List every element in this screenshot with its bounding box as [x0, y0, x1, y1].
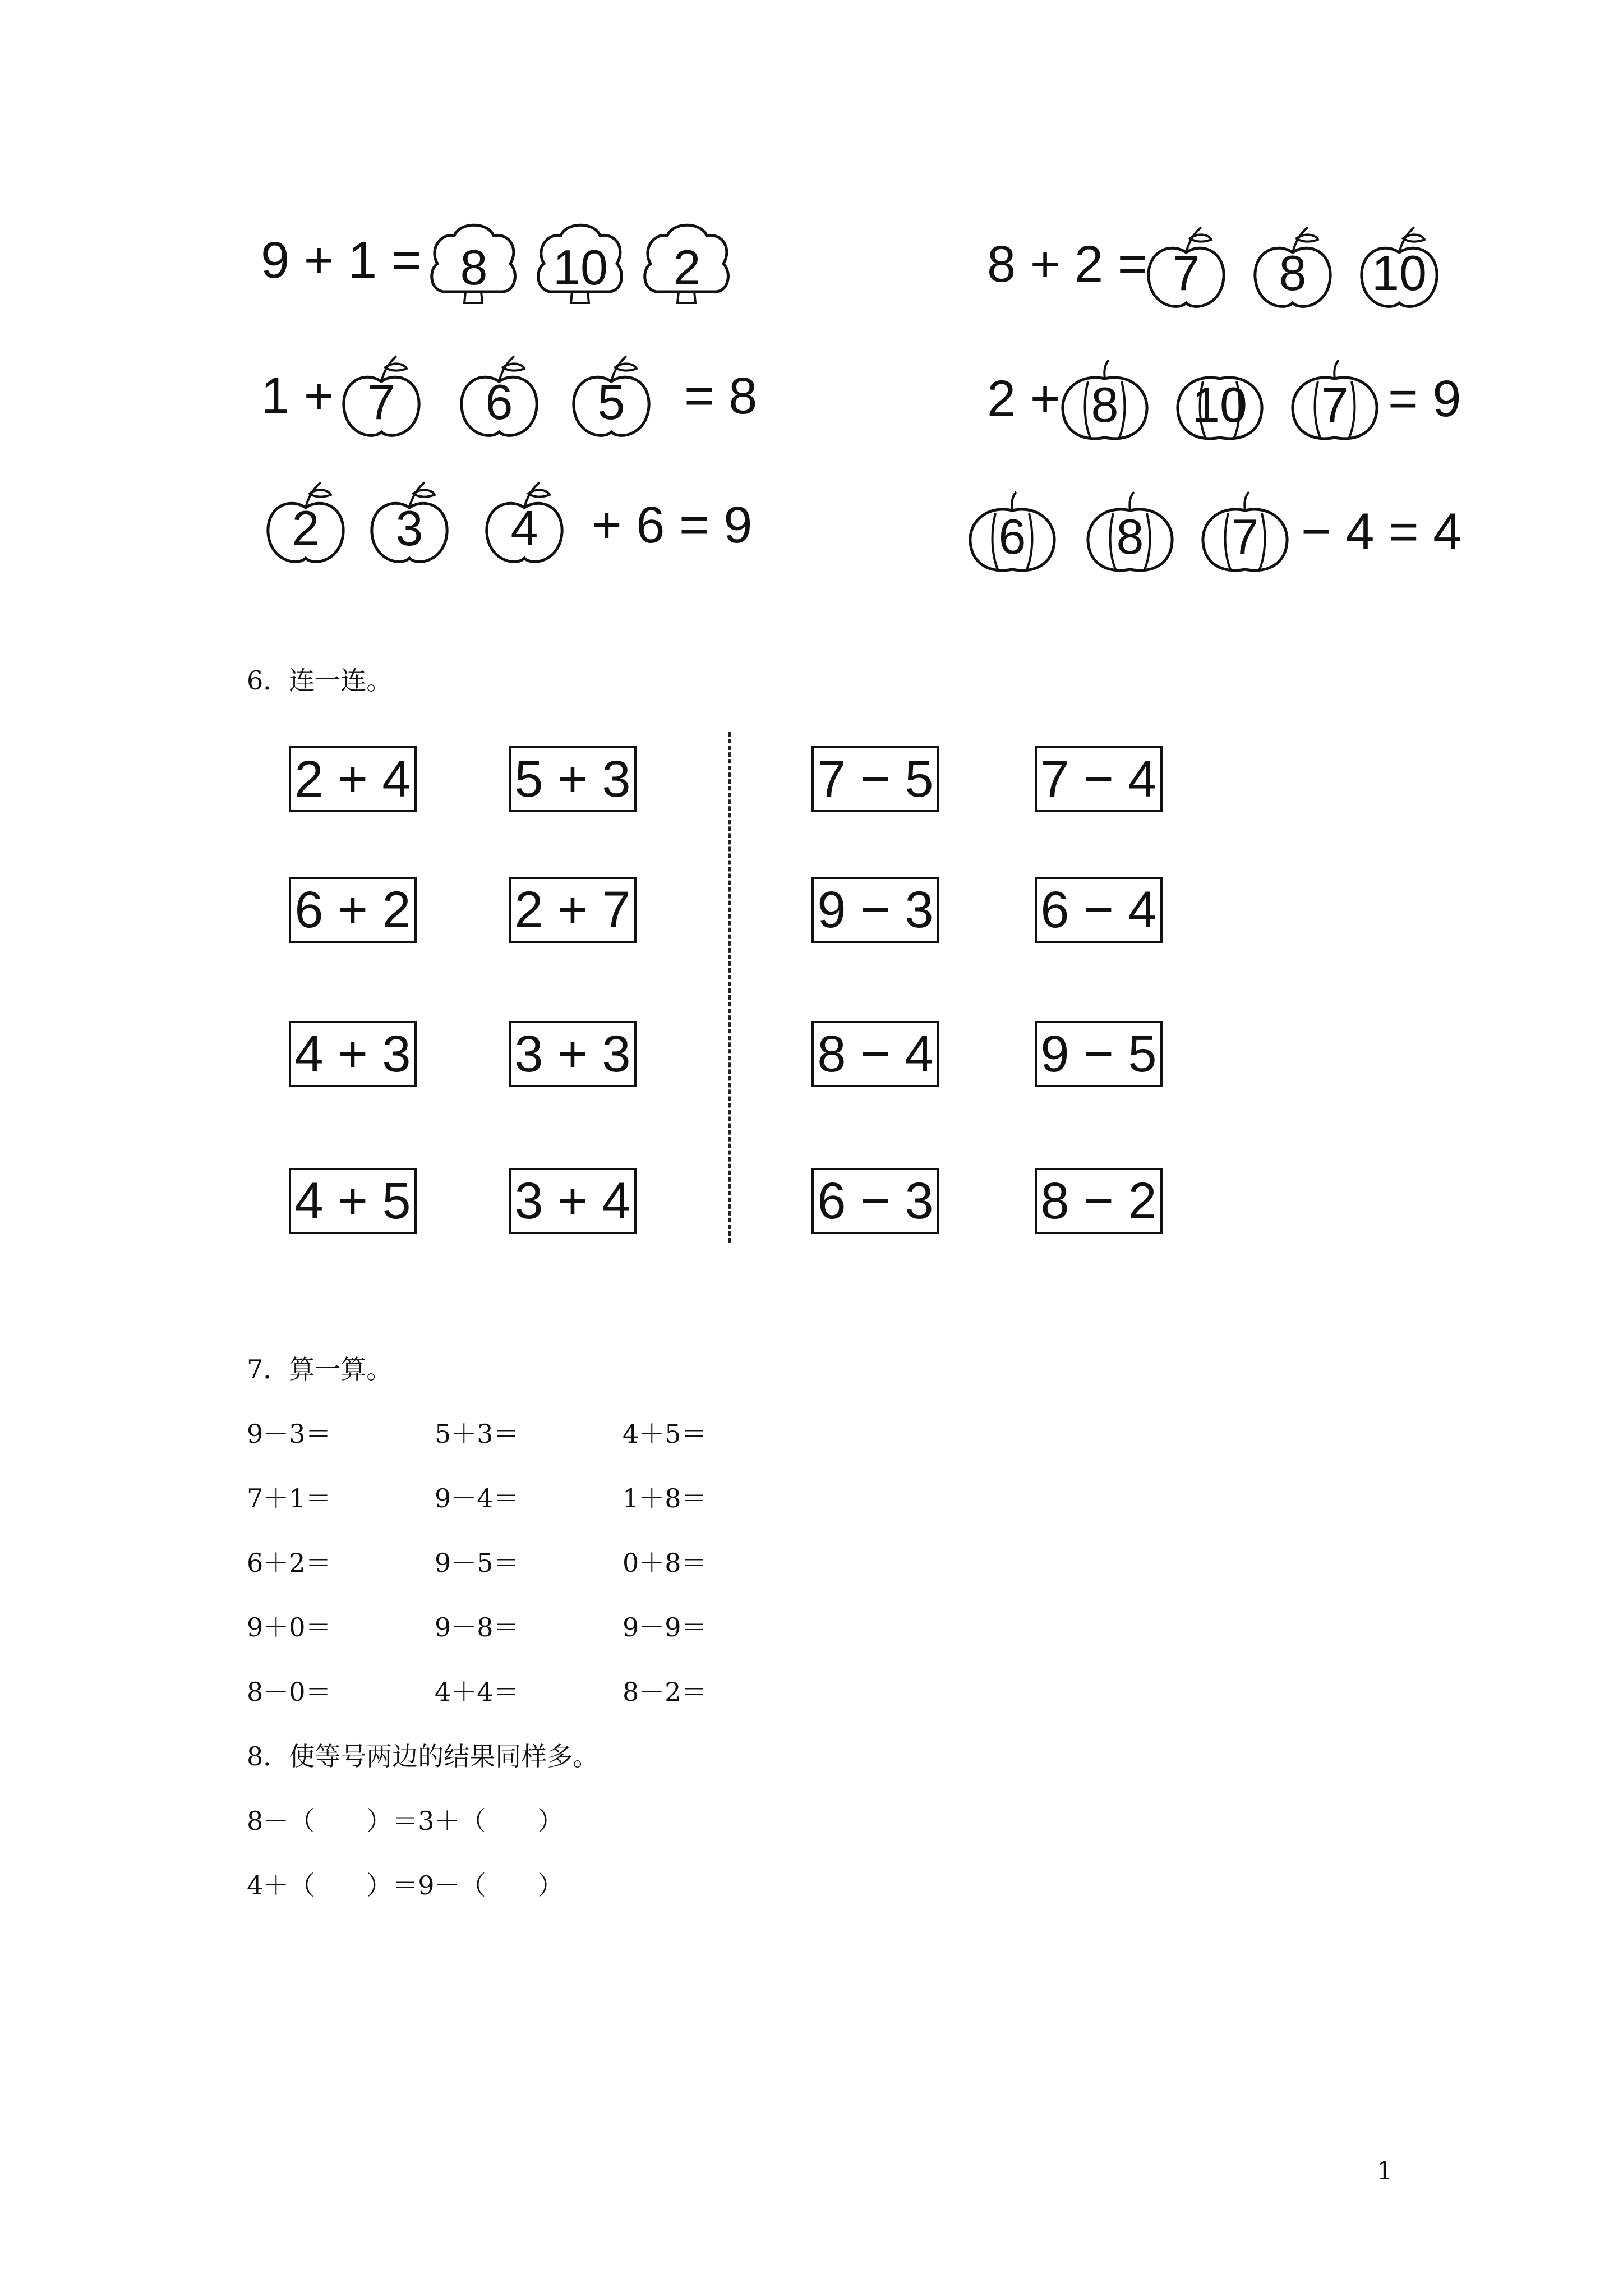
- expression-card[interactable]: 5 + 3: [509, 746, 637, 812]
- apple-icon: [1245, 222, 1340, 317]
- section-7-heading: 7．算一算。: [247, 1354, 393, 1384]
- pumpkin-icon: [965, 485, 1060, 581]
- expression-card[interactable]: 2 + 4: [289, 746, 417, 812]
- pumpkin-number: 8: [1091, 377, 1119, 432]
- calc-item: 4＋5＝: [623, 1419, 707, 1449]
- apple-icon: [1138, 222, 1234, 317]
- tree-icon: [426, 216, 522, 311]
- pumpkin-icon: [1172, 353, 1267, 449]
- pumpkin-icon: [1287, 353, 1382, 449]
- calc-item: 9－8＝: [435, 1612, 519, 1642]
- equation-prefix: 1 +: [261, 367, 334, 425]
- apple-number: 8: [1279, 245, 1307, 301]
- divider-dashed-line: [728, 732, 731, 1243]
- apple-number: 10: [1372, 245, 1427, 301]
- apple-number: 7: [1172, 245, 1200, 301]
- pumpkin-number: 8: [1116, 509, 1144, 564]
- calc-item: 5＋3＝: [435, 1419, 519, 1449]
- calc-item: 9－5＝: [435, 1548, 519, 1578]
- expression-card[interactable]: 6 + 2: [289, 877, 417, 943]
- apple-number: 4: [510, 500, 538, 556]
- equation-prefix: 9 + 1 =: [261, 232, 422, 289]
- expression-card[interactable]: 6 − 3: [811, 1168, 939, 1234]
- apple-number: 3: [395, 500, 423, 556]
- calc-item: 0＋8＝: [623, 1548, 707, 1578]
- equation-suffix: = 9: [1388, 370, 1461, 427]
- tree-icon: [639, 216, 735, 311]
- apple-icon: [334, 351, 429, 446]
- apple-icon: [258, 477, 353, 572]
- expression-card[interactable]: 8 − 2: [1035, 1168, 1163, 1234]
- expression-card[interactable]: 7 − 4: [1035, 746, 1163, 812]
- expression-card[interactable]: 3 + 4: [509, 1168, 637, 1234]
- expression-card[interactable]: 9 − 5: [1035, 1021, 1163, 1087]
- calc-item: 9－9＝: [623, 1612, 707, 1642]
- tree-number: 10: [553, 240, 608, 295]
- expression-card[interactable]: 6 − 4: [1035, 877, 1163, 943]
- expression-card[interactable]: 4 + 5: [289, 1168, 417, 1234]
- apple-icon: [477, 477, 572, 572]
- balance-equation: 8－（ ）＝3＋（ ）: [247, 1806, 564, 1836]
- balance-equation: 4＋（ ）＝9－（ ）: [247, 1870, 564, 1901]
- calc-item: 4＋4＝: [435, 1677, 519, 1707]
- apple-number: 7: [367, 374, 395, 430]
- pumpkin-number: 7: [1231, 509, 1259, 564]
- apple-icon: [362, 477, 457, 572]
- expression-card[interactable]: 4 + 3: [289, 1021, 417, 1087]
- equation-prefix: 8 + 2 =: [987, 236, 1148, 293]
- pumpkin-icon: [1197, 485, 1293, 581]
- calc-item: 8－0＝: [247, 1677, 331, 1707]
- equation-suffix: = 8: [684, 367, 758, 425]
- equation-prefix: 2 +: [987, 370, 1061, 427]
- apple-icon: [451, 351, 547, 446]
- section-8-heading: 8．使等号两边的结果同样多。: [247, 1741, 599, 1772]
- apple-number: 5: [597, 374, 625, 430]
- expression-card[interactable]: 3 + 3: [509, 1021, 637, 1087]
- expression-card[interactable]: 7 − 5: [811, 746, 939, 812]
- pumpkin-number: 7: [1321, 377, 1349, 432]
- tree-icon: [533, 216, 628, 311]
- pumpkin-icon: [1057, 353, 1152, 449]
- equation-suffix: + 6 = 9: [592, 496, 753, 554]
- expression-card[interactable]: 2 + 7: [509, 877, 637, 943]
- calc-item: 1＋8＝: [623, 1483, 707, 1513]
- calc-item: 9＋0＝: [247, 1612, 331, 1642]
- page-number: 1: [1377, 2157, 1393, 2185]
- calc-item: 8－2＝: [623, 1677, 707, 1707]
- pumpkin-number: 6: [998, 509, 1026, 564]
- tree-number: 8: [460, 240, 488, 295]
- expression-card[interactable]: 8 − 4: [811, 1021, 939, 1087]
- apple-icon: [564, 351, 659, 446]
- apple-number: 6: [485, 374, 513, 430]
- tree-number: 2: [673, 240, 701, 295]
- calc-item: 9－3＝: [247, 1419, 331, 1449]
- calc-item: 9－4＝: [435, 1483, 519, 1513]
- equation-suffix: − 4 = 4: [1301, 503, 1462, 560]
- calc-item: 7＋1＝: [247, 1483, 331, 1513]
- expression-card[interactable]: 9 − 3: [811, 877, 939, 943]
- apple-icon: [1352, 222, 1447, 317]
- pumpkin-icon: [1082, 485, 1178, 581]
- section-6-heading: 6．连一连。: [247, 665, 393, 696]
- apple-number: 2: [292, 500, 320, 556]
- pumpkin-number: 10: [1192, 377, 1247, 432]
- calc-item: 6＋2＝: [247, 1548, 331, 1578]
